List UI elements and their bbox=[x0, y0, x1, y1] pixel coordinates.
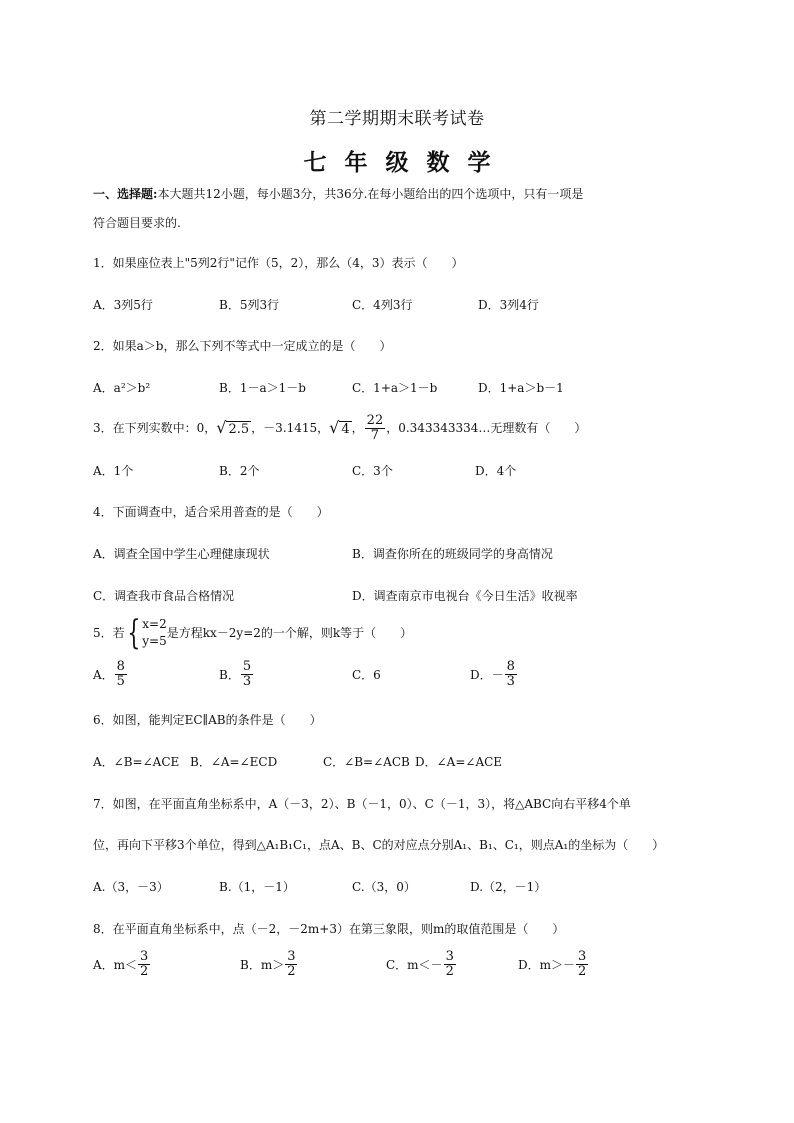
q7-option-c: C.（3，0） bbox=[352, 880, 416, 894]
question-8-stem: 8．在平面直角坐标系中，点（－2，－2m+3）在第三象限，则m的取值范围是（ ） bbox=[93, 922, 565, 936]
section-heading: 一、选择题: bbox=[93, 187, 158, 201]
q4-option-d: D．调查南京市电视台《今日生活》收视率 bbox=[352, 589, 578, 603]
question-5-stem bbox=[93, 614, 412, 652]
left-brace-icon: { bbox=[126, 613, 140, 653]
q5-equation-system: { x=2 y=5 bbox=[126, 613, 167, 653]
q8-option-a: A．m＜ $\frac{3}{2}$ bbox=[93, 949, 149, 979]
section-instructions-cont: 符合题目要求的. bbox=[93, 216, 181, 230]
question-7-stem-line1: 7．如图，在平面直角坐标系中，A（－3，2）、B（－1，0）、C（－1，3），将△ABC向右平移4个单 bbox=[93, 797, 631, 811]
q3-stem-mid1: ，－3.1415， bbox=[251, 421, 330, 435]
q8-option-b: B．m＞ $\frac{3}{2}$ bbox=[240, 949, 296, 979]
question-2-stem: 2．如果a＞b，那么下列不等式中一定成立的是（ ） bbox=[93, 339, 392, 353]
q6-option-c: C．∠B=∠ACB bbox=[323, 755, 410, 769]
q5-stem-prefix: 5．若 bbox=[93, 626, 125, 640]
q3-stem-prefix: 3．在下列实数中：0， bbox=[93, 421, 217, 435]
q7-option-d: D.（2，－1） bbox=[470, 880, 547, 894]
exam-subtitle: 七年级数学 bbox=[303, 149, 509, 176]
q4-option-a: A．调查全国中学生心理健康现状 bbox=[93, 547, 270, 561]
q5-option-b: B． $\frac{5}{3}$ bbox=[219, 659, 252, 689]
q4-option-b: B．调查你所在的班级同学的身高情况 bbox=[352, 547, 553, 561]
q6-option-d: D．∠A=∠ACE bbox=[415, 755, 503, 769]
q1-option-c: C．4列3行 bbox=[352, 298, 413, 312]
q3-option-c: C．3个 bbox=[352, 464, 393, 478]
q5-stem-suffix: 是方程kx－2y=2的一个解，则k等于（ ） bbox=[166, 626, 413, 640]
q8-option-d: D．m＞－ $\frac{3}{2}$ bbox=[518, 949, 587, 979]
q8-option-c: C．m＜－ $\frac{3}{2}$ bbox=[386, 949, 454, 979]
q3-stem-mid2: ， bbox=[351, 421, 364, 435]
question-4-stem: 4．下面调查中，适合采用普查的是（ ） bbox=[93, 505, 329, 519]
q3-stem-suffix: ，0.343343334…无理数有（ ） bbox=[386, 421, 587, 435]
q4-option-c: C．调查我市食品合格情况 bbox=[93, 589, 235, 603]
q7-option-b: B.（1，－1） bbox=[219, 880, 295, 894]
q3-fraction: $\frac{22}{7}$ bbox=[366, 412, 384, 443]
section-instructions: 本大题共12小题，每小题3分，共36分.在每小题给出的四个选项中，只有一项是 bbox=[157, 187, 584, 201]
section-heading-line bbox=[93, 185, 583, 203]
q7-option-a: A.（3，－3） bbox=[93, 880, 169, 894]
exam-title: 第二学期期末联考试卷 bbox=[309, 109, 485, 129]
q1-option-a: A．3列5行 bbox=[93, 298, 153, 312]
question-3-stem bbox=[93, 410, 586, 446]
q3-sqrt-4: √ 4 bbox=[329, 418, 350, 437]
q1-option-b: B．5列3行 bbox=[219, 298, 280, 312]
question-7-stem-line2: 位，再向下平移3个单位，得到△A₁B₁C₁，点A、B、C的对应点分别A₁、B₁、C₁，则点A₁的坐标为（ ） bbox=[93, 838, 665, 852]
q3-option-d: D．4个 bbox=[475, 464, 517, 478]
q5-option-d: D．－ $\frac{8}{3}$ bbox=[470, 659, 515, 689]
q3-option-b: B．2个 bbox=[219, 464, 260, 478]
q5-option-a: A． $\frac{8}{5}$ bbox=[93, 659, 125, 689]
q2-option-c: C．1+a＞1－b bbox=[352, 381, 438, 395]
q5-option-c: C．6 bbox=[352, 668, 381, 682]
q2-option-d: D．1+a＞b－1 bbox=[478, 381, 564, 395]
q1-option-d: D．3列4行 bbox=[478, 298, 539, 312]
q3-sqrt-2-5: √ 2.5 bbox=[216, 418, 250, 437]
question-6-stem: 6．如图，能判定EC∥AB的条件是（ ） bbox=[93, 713, 322, 727]
q3-option-a: A．1个 bbox=[93, 464, 134, 478]
q6-option-b: B．∠A=∠ECD bbox=[190, 755, 278, 769]
question-1-stem: 1．如果座位表上"5列2行"记作（5，2），那么（4，3）表示（ ） bbox=[93, 256, 464, 270]
q2-option-b: B．1－a＞1－b bbox=[219, 381, 306, 395]
q2-option-a: A．a²＞b² bbox=[93, 381, 151, 395]
q6-option-a: A．∠B=∠ACE bbox=[93, 755, 180, 769]
